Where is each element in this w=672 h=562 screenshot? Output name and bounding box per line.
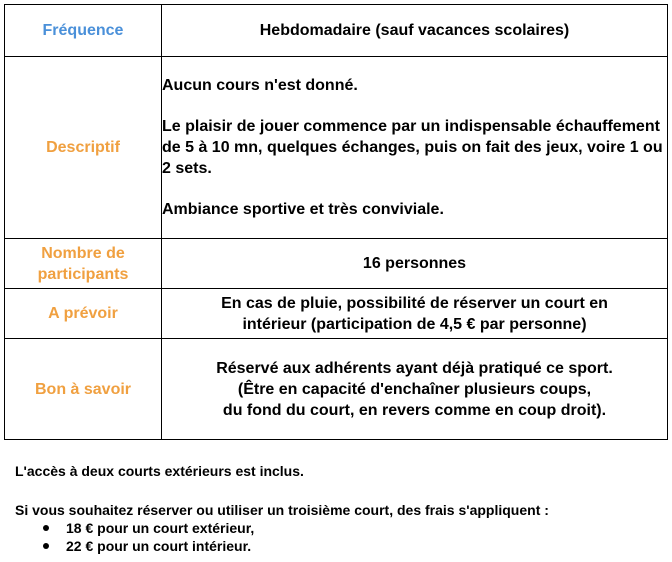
row-label-descriptif: Descriptif bbox=[5, 57, 162, 239]
row-value-a-prevoir bbox=[162, 289, 668, 339]
row-label-bon-a-savoir: Bon à savoir bbox=[5, 339, 162, 440]
a-prevoir-line: intérieur (participation de 4,5 € par personne) bbox=[242, 315, 587, 333]
table-row-nombre-participants bbox=[5, 239, 668, 289]
bullet-icon bbox=[43, 543, 49, 549]
fees-list bbox=[15, 519, 665, 555]
row-label-nombre-participants: Nombre de participants bbox=[5, 239, 162, 289]
descriptif-paragraph: Aucun cours n'est donné. bbox=[162, 77, 358, 94]
bon-a-savoir-line: du fond du court, en revers comme en coup droit). bbox=[222, 401, 607, 419]
row-value-descriptif bbox=[162, 57, 668, 239]
table-row-descriptif bbox=[5, 57, 668, 239]
a-prevoir-line: En cas de pluie, possibilité de réserver un court en bbox=[221, 294, 608, 312]
fee-list-item bbox=[15, 519, 665, 537]
descriptif-paragraph: Le plaisir de jouer commence par un indispensable échauffement de 5 à 10 mn, quelques échanges, puis on fait des jeux, voire 1 ou 2 sets. bbox=[162, 118, 663, 177]
row-value-nombre-participants: 16 personnes bbox=[162, 239, 668, 289]
bon-a-savoir-line: (Être en capacité d'enchaîner plusieurs coups, bbox=[237, 380, 592, 398]
descriptif-paragraph: Ambiance sportive et très conviviale. bbox=[162, 201, 444, 218]
fee-list-item bbox=[15, 537, 665, 555]
info-table bbox=[4, 4, 668, 440]
courts-included-note: L'accès à deux courts extérieurs est inclus. bbox=[15, 463, 304, 479]
row-label-frequence: Fréquence bbox=[5, 5, 162, 57]
bullet-icon bbox=[43, 525, 49, 531]
bon-a-savoir-line: Réservé aux adhérents ayant déjà pratiqué ce sport. bbox=[216, 359, 613, 377]
table-row-frequence bbox=[5, 5, 668, 57]
row-value-frequence: Hebdomadaire (sauf vacances scolaires) bbox=[162, 5, 668, 57]
footer-notes bbox=[15, 462, 665, 555]
fee-text: 18 € pour un court extérieur, bbox=[66, 520, 255, 536]
fee-text: 22 € pour un court intérieur. bbox=[66, 538, 252, 554]
table-row-a-prevoir bbox=[5, 289, 668, 339]
extra-court-intro: Si vous souhaitez réserver ou utiliser un troisième court, des frais s'appliquent : bbox=[15, 502, 549, 518]
row-label-a-prevoir: A prévoir bbox=[5, 289, 162, 339]
table-row-bon-a-savoir bbox=[5, 339, 668, 440]
row-value-bon-a-savoir bbox=[162, 339, 668, 440]
